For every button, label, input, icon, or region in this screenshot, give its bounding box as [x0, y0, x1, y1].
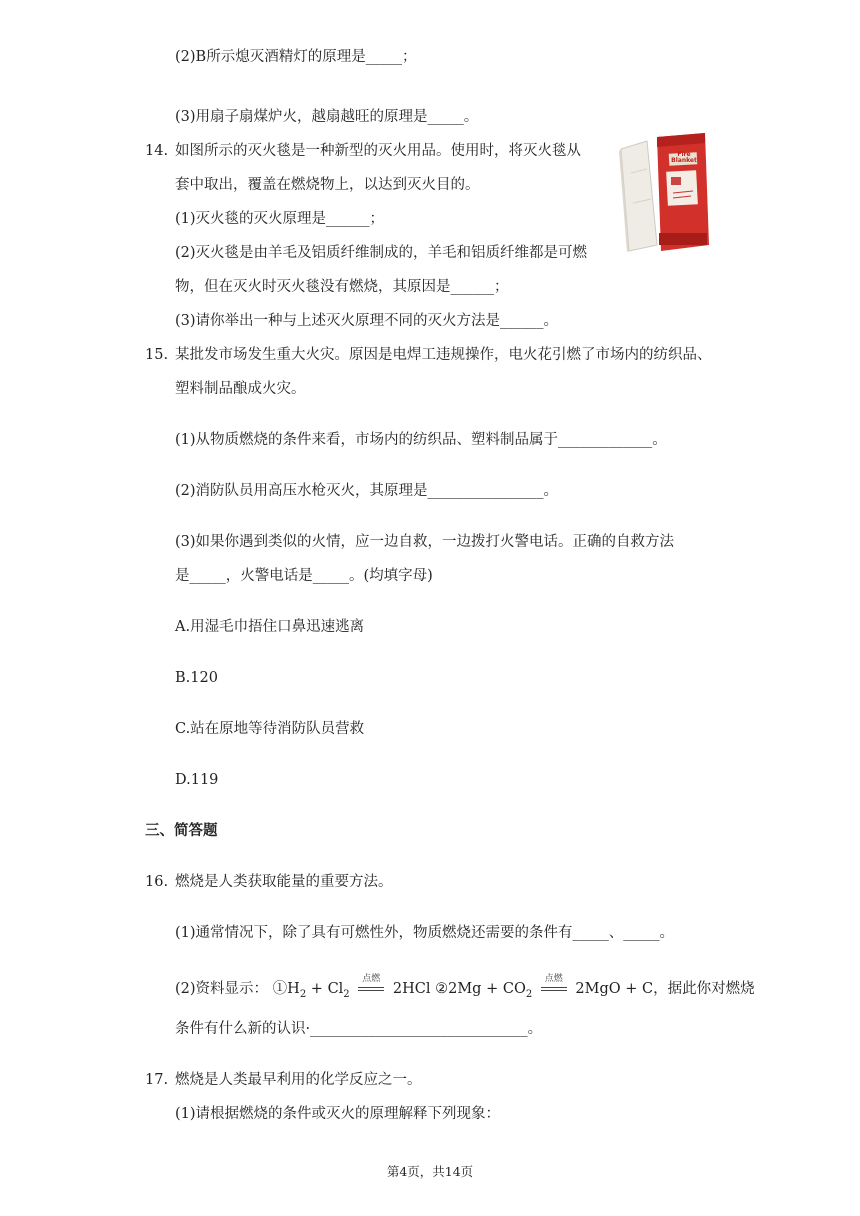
fire-blanket-image — [617, 133, 711, 253]
page-number: 第4页，共14页 — [386, 1164, 474, 1179]
q15-stem-line1: 某批发市场发生重大火灾。原因是电焊工违规操作，电火花引燃了市场内的纺织品、 — [175, 347, 712, 363]
fire-blanket-illustration — [617, 133, 711, 253]
q15-option-d: D.119 — [175, 772, 219, 788]
q15-part3-line1: (3)如果你遇到类似的火情，应一边自救，一边拨打火警电话。正确的自救方法 — [175, 534, 675, 550]
q15-option-b: B.120 — [175, 670, 218, 686]
equation-2: ②2Mg + $CO_2$ 点燃 2MgO + C — [435, 974, 654, 1000]
q15-option-c: C.站在原地等待消防队员营救 — [175, 721, 365, 737]
q17-number: 17. — [145, 1072, 169, 1088]
reaction-condition: 点燃 — [358, 979, 384, 999]
q14-part1: (1)灭火毯的灭火原理是______； — [175, 211, 385, 227]
section-heading: 三、简答题 — [145, 823, 218, 839]
q17-stem: 燃烧是人类最早利用的化学反应之一。 — [175, 1072, 422, 1088]
q16-number: 16. — [145, 874, 169, 890]
q13-part3: (3)用扇子扇煤炉火，越扇越旺的原理是_____。 — [175, 109, 479, 125]
q14-stem-line2: 套中取出，覆盖在燃烧物上，以达到灭火目的。 — [175, 177, 480, 193]
reaction-condition: 点燃 — [541, 979, 567, 999]
q14-part2-line2: 物，但在灭火时灭火毯没有燃烧，其原因是______； — [175, 279, 509, 295]
q15-number: 15. — [145, 347, 169, 363]
q14-stem-line1: 如图所示的灭火毯是一种新型的灭火用品。使用时，将灭火毯从 — [175, 143, 581, 159]
q14-part2-line1: (2)灭火毯是由羊毛及铝质纤维制成的，羊毛和铝质纤维都是可燃 — [175, 245, 588, 261]
q15-stem-line2: 塑料制品酿成火灾。 — [175, 381, 306, 397]
q15-part2: (2)消防队员用高压水枪灭火，其原理是________________。 — [175, 483, 559, 499]
q15-option-a: A.用湿毛巾捂住口鼻迅速逃离 — [175, 619, 365, 635]
q16-part2-line1 — [175, 974, 755, 1005]
q16-part2-suffix: ，据此你对燃烧 — [653, 981, 755, 997]
q16-part1: (1)通常情况下，除了具有可燃性外，物质燃烧还需要的条件有_____、_____。 — [175, 925, 675, 941]
equation-1: $①H_2 + Cl_2$ 点燃 2HCl — [272, 974, 431, 1000]
q15-part1: (1)从物质燃烧的条件来看，市场内的纺织品、塑料制品属于_____________。 — [175, 432, 667, 448]
q16-stem: 燃烧是人类获取能量的重要方法。 — [175, 874, 393, 890]
q14-part3: (3)请你举出一种与上述灭火原理不同的灭火方法是______。 — [175, 313, 559, 329]
q16-part2-line2: 条件有什么新的认识·______________________________。 — [175, 1021, 543, 1037]
q14-number: 14. — [145, 143, 169, 159]
q13-part2: (2)B所示熄灭酒精灯的原理是_____； — [175, 49, 417, 65]
fire-blanket-label: Fire Blanket — [671, 151, 697, 164]
q16-part2-prefix: (2)资料显示： — [175, 981, 269, 997]
q15-part3-line2: 是_____，火警电话是_____。(均填字母) — [175, 568, 433, 584]
q17-part1: (1)请根据燃烧的条件或灭火的原理解释下列现象： — [175, 1106, 501, 1122]
